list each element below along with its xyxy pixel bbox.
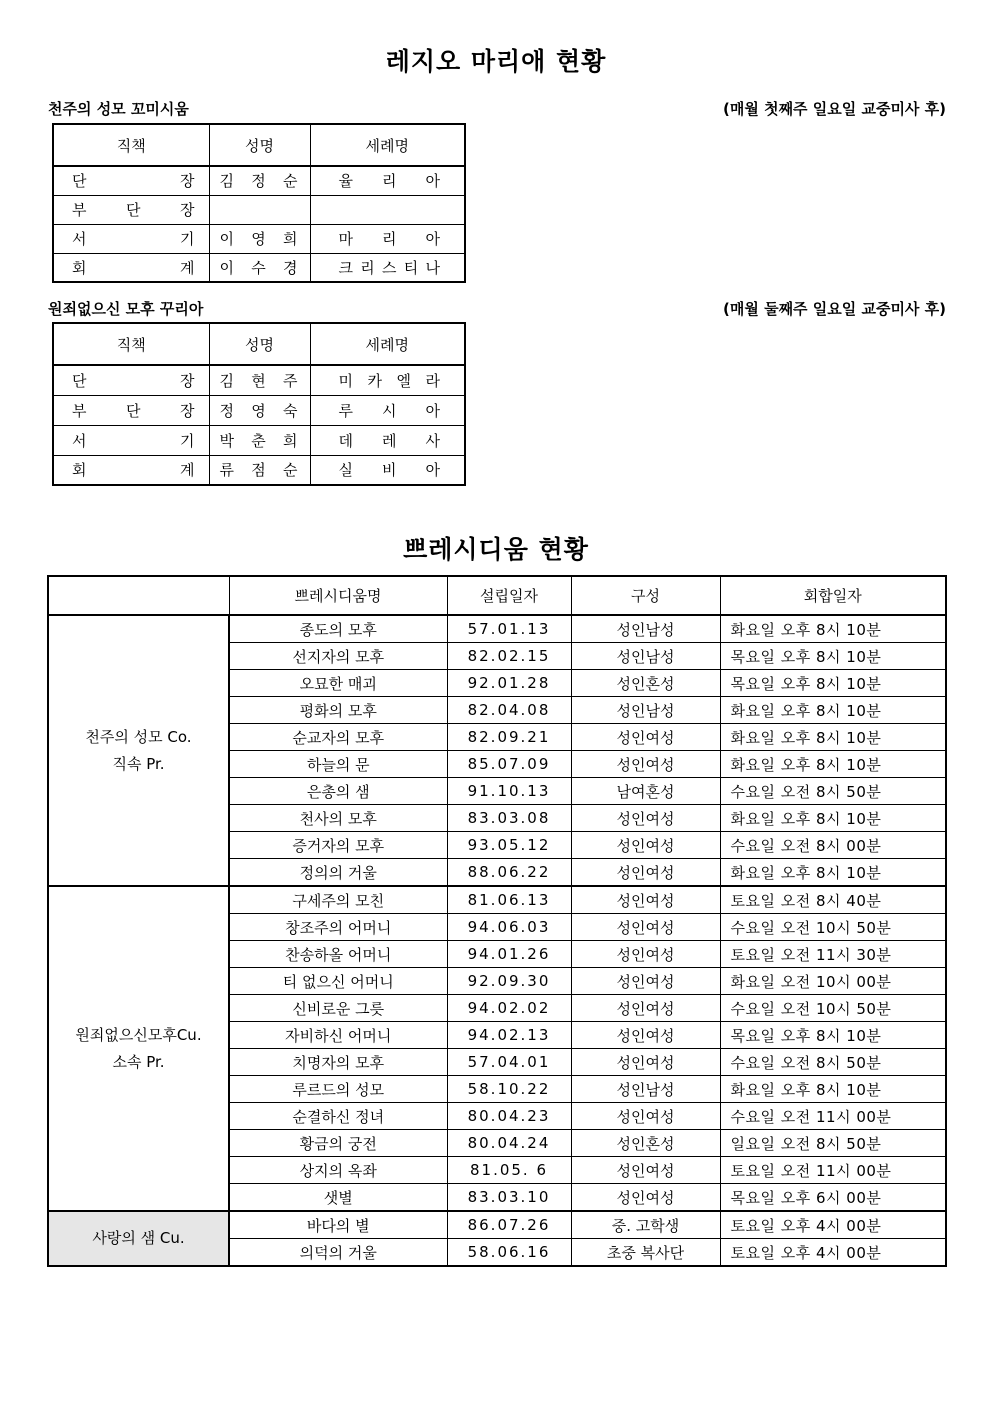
- meeting-time-cell: 목요일 오후 8시 10분: [720, 1022, 946, 1049]
- column-header: 회합일자: [720, 576, 946, 615]
- meeting-time-cell: 화요일 오후 8시 10분: [720, 1076, 946, 1103]
- group-label-line: 원죄없으신모후Cu.: [75, 1025, 202, 1044]
- composition-cell: 성인여성: [571, 751, 720, 778]
- role-text-char: 기: [180, 431, 195, 450]
- name-text-char: 현: [251, 371, 266, 390]
- founded-date-cell: 57.01.13: [447, 615, 571, 643]
- name-cell: [209, 166, 310, 195]
- column-header: 성명: [209, 323, 310, 365]
- founded-date-cell: 94.01.26: [447, 941, 571, 968]
- meeting-time-cell: 토요일 오후 4시 00분: [720, 1239, 946, 1267]
- baptism-name-cell: [310, 365, 465, 395]
- meeting-time-cell: 화요일 오후 8시 10분: [720, 724, 946, 751]
- meeting-time-cell: 화요일 오후 8시 10분: [720, 859, 946, 887]
- founded-date-cell: 85.07.09: [447, 751, 571, 778]
- name-text-char: 김: [219, 172, 234, 191]
- founded-date-cell: 82.02.15: [447, 643, 571, 670]
- role-text-char: 단: [126, 201, 141, 219]
- founded-date-cell: 58.06.16: [447, 1239, 571, 1267]
- baptism-name-cell: [310, 253, 465, 282]
- meeting-time-cell: 토요일 오전 11시 30분: [720, 941, 946, 968]
- founded-date-cell: 81.06.13: [447, 886, 571, 914]
- name-text-char: 희: [283, 431, 298, 450]
- group-label-cell: [48, 615, 229, 886]
- founded-date-cell: 83.03.08: [447, 805, 571, 832]
- role-text-char: 서: [72, 431, 87, 450]
- table-row: [53, 253, 465, 282]
- meeting-time-cell: 일요일 오전 8시 50분: [720, 1130, 946, 1157]
- meeting-time-cell: 화요일 오후 8시 10분: [720, 697, 946, 724]
- praesidium-name-cell: 순교자의 모후: [229, 724, 447, 751]
- name-text-char: 숙: [283, 401, 298, 420]
- role-text-char: 장: [180, 172, 195, 191]
- founded-date-cell: 93.05.12: [447, 832, 571, 859]
- baptism-text: [311, 170, 465, 191]
- praesidium-name-cell: 티 없으신 어머니: [229, 968, 447, 995]
- composition-cell: 성인남성: [571, 615, 720, 643]
- role-cell: [53, 224, 209, 253]
- composition-cell: 성인혼성: [571, 1130, 720, 1157]
- praesidium-name-cell: 황금의 궁전: [229, 1130, 447, 1157]
- group-label-line: 천주의 성모 Co.: [85, 727, 192, 746]
- role-text-char: 장: [180, 371, 195, 390]
- meeting-time-cell: 화요일 오후 8시 10분: [720, 751, 946, 778]
- praesidium-name-cell: 순결하신 정녀: [229, 1103, 447, 1130]
- baptism-text: [311, 430, 465, 451]
- name-cell: [209, 365, 310, 395]
- composition-cell: 성인여성: [571, 968, 720, 995]
- composition-cell: 성인여성: [571, 1184, 720, 1212]
- praesidium-name-cell: 평화의 모후: [229, 697, 447, 724]
- role-text-char: 장: [180, 201, 195, 219]
- role-text-char: 기: [180, 230, 195, 248]
- praesidium-name-cell: 신비로운 그릇: [229, 995, 447, 1022]
- baptism-name-cell: [310, 195, 465, 224]
- meeting-time-cell: 수요일 오전 10시 50분: [720, 995, 946, 1022]
- founded-date-cell: 58.10.22: [447, 1076, 571, 1103]
- founded-date-cell: 94.06.03: [447, 914, 571, 941]
- section2-officer-table: [52, 322, 466, 486]
- baptism-text-char: 아: [425, 461, 440, 480]
- role-text-char: 계: [180, 461, 195, 480]
- name-cell: [209, 224, 310, 253]
- founded-date-cell: 91.10.13: [447, 778, 571, 805]
- name-cell: [209, 395, 310, 425]
- meeting-time-cell: 수요일 오전 10시 50분: [720, 914, 946, 941]
- name-cell: [209, 455, 310, 485]
- name-text-char: 이: [219, 230, 234, 248]
- founded-date-cell: 94.02.13: [447, 1022, 571, 1049]
- baptism-name-cell: [310, 455, 465, 485]
- role-text: [54, 400, 209, 421]
- composition-cell: 성인남성: [571, 643, 720, 670]
- role-text: [54, 170, 209, 191]
- praesidium-title: 쁘레시디움 현황: [403, 535, 589, 564]
- name-text-char: 영: [251, 230, 266, 248]
- baptism-text-char: 리: [382, 230, 397, 248]
- meeting-time-cell: 화요일 오후 8시 10분: [720, 805, 946, 832]
- role-text: [54, 199, 209, 220]
- column-header: 쁘레시디움명: [229, 576, 447, 615]
- name-text: [210, 257, 310, 278]
- group-label-cell: [48, 886, 229, 1211]
- praesidium-name-cell: 선지자의 모후: [229, 643, 447, 670]
- baptism-text-char: 엘: [396, 371, 411, 390]
- praesidium-name-cell: 정의의 거울: [229, 859, 447, 887]
- baptism-text-char: 리: [360, 258, 375, 277]
- praesidium-name-cell: 상지의 옥좌: [229, 1157, 447, 1184]
- meeting-time-cell: 토요일 오후 4시 00분: [720, 1211, 946, 1239]
- section1-heading: 천주의 성모 꼬미시움: [48, 100, 189, 118]
- column-header: 설립일자: [447, 576, 571, 615]
- founded-date-cell: 57.04.01: [447, 1049, 571, 1076]
- baptism-text-char: 아: [425, 401, 440, 420]
- founded-date-cell: 92.09.30: [447, 968, 571, 995]
- composition-cell: 남여혼성: [571, 778, 720, 805]
- baptism-text-char: 사: [425, 431, 440, 450]
- table-row: [48, 1211, 946, 1239]
- composition-cell: 성인여성: [571, 1157, 720, 1184]
- table-row: [53, 224, 465, 253]
- column-header: 구성: [571, 576, 720, 615]
- role-text-char: 회: [72, 461, 87, 480]
- composition-cell: 성인여성: [571, 832, 720, 859]
- name-text: [210, 430, 310, 451]
- table-row: [48, 615, 946, 643]
- column-header: 직책: [53, 124, 209, 166]
- composition-cell: 성인여성: [571, 995, 720, 1022]
- column-header: 세례명: [310, 124, 465, 166]
- praesidium-name-cell: 찬송하올 어머니: [229, 941, 447, 968]
- baptism-text-char: 시: [382, 401, 397, 420]
- founded-date-cell: 81.05. 6: [447, 1157, 571, 1184]
- role-text-char: 단: [126, 401, 141, 420]
- role-text-char: 단: [72, 172, 87, 191]
- praesidium-name-cell: 자비하신 어머니: [229, 1022, 447, 1049]
- founded-date-cell: 80.04.23: [447, 1103, 571, 1130]
- role-text-char: 장: [180, 401, 195, 420]
- name-text-char: 수: [251, 258, 266, 277]
- baptism-text-char: 율: [338, 172, 353, 191]
- role-text-char: 부: [72, 201, 87, 219]
- baptism-text-char: 스: [382, 258, 397, 277]
- meeting-time-cell: 수요일 오전 11시 00분: [720, 1103, 946, 1130]
- header-row: [53, 124, 465, 166]
- composition-cell: 성인여성: [571, 724, 720, 751]
- role-text-char: 부: [72, 401, 87, 420]
- role-cell: [53, 425, 209, 455]
- section1-officer-table: [52, 123, 466, 283]
- composition-cell: 성인남성: [571, 1076, 720, 1103]
- meeting-time-cell: 목요일 오후 8시 10분: [720, 670, 946, 697]
- meeting-time-cell: 수요일 오전 8시 50분: [720, 778, 946, 805]
- praesidium-name-cell: 천사의 모후: [229, 805, 447, 832]
- composition-cell: 성인여성: [571, 1103, 720, 1130]
- table-row: [48, 886, 946, 914]
- praesidium-name-cell: 창조주의 어머니: [229, 914, 447, 941]
- name-text: [210, 370, 310, 391]
- baptism-text-char: 비: [382, 461, 397, 480]
- role-cell: [53, 455, 209, 485]
- name-text-char: 정: [219, 401, 234, 420]
- role-cell: [53, 166, 209, 195]
- name-text-char: 류: [219, 461, 234, 480]
- group-label-line: 직속 Pr.: [112, 754, 165, 773]
- praesidium-name-cell: 바다의 별: [229, 1211, 447, 1239]
- table-row: [53, 395, 465, 425]
- name-text: [210, 400, 310, 421]
- column-header: [48, 576, 229, 615]
- meeting-time-cell: 화요일 오전 10시 00분: [720, 968, 946, 995]
- praesidium-table: [47, 575, 947, 1267]
- meeting-time-cell: 수요일 오전 8시 50분: [720, 1049, 946, 1076]
- composition-cell: 성인남성: [571, 697, 720, 724]
- page-title: 레지오 마리애 현황: [385, 47, 607, 76]
- founded-date-cell: 82.09.21: [447, 724, 571, 751]
- table-row: [53, 455, 465, 485]
- composition-cell: 성인여성: [571, 1049, 720, 1076]
- name-text-char: 정: [251, 172, 266, 191]
- table-row: [53, 195, 465, 224]
- baptism-text: [311, 228, 465, 249]
- meeting-time-cell: 목요일 오후 6시 00분: [720, 1184, 946, 1212]
- section2-schedule-note: (매월 둘째주 일요일 교중미사 후): [723, 300, 946, 318]
- baptism-name-cell: [310, 224, 465, 253]
- founded-date-cell: 83.03.10: [447, 1184, 571, 1212]
- group-label-line: 사랑의 샘 Cu.: [92, 1229, 185, 1247]
- baptism-text-char: 나: [425, 258, 440, 277]
- role-text: [54, 370, 209, 391]
- column-header: 성명: [209, 124, 310, 166]
- baptism-text-char: 미: [338, 371, 353, 390]
- group-label-line: 소속 Pr.: [112, 1052, 165, 1071]
- composition-cell: 초중 복사단: [571, 1239, 720, 1267]
- founded-date-cell: 94.02.02: [447, 995, 571, 1022]
- group-label-cell: [48, 1211, 229, 1266]
- table-row: [53, 425, 465, 455]
- header-row: [48, 576, 946, 615]
- meeting-time-cell: 목요일 오후 8시 10분: [720, 643, 946, 670]
- role-text-char: 계: [180, 258, 195, 277]
- baptism-name-cell: [310, 395, 465, 425]
- role-cell: [53, 395, 209, 425]
- composition-cell: 성인혼성: [571, 670, 720, 697]
- table-row: [53, 365, 465, 395]
- name-text-char: 점: [251, 461, 266, 480]
- role-text-char: 서: [72, 230, 87, 248]
- header-row: [53, 323, 465, 365]
- role-cell: [53, 365, 209, 395]
- baptism-text: [311, 459, 465, 480]
- name-text-char: 경: [283, 258, 298, 277]
- praesidium-name-cell: 증거자의 모후: [229, 832, 447, 859]
- role-text: [54, 257, 209, 278]
- role-text: [54, 459, 209, 480]
- baptism-text: [311, 400, 465, 421]
- table-row: [53, 166, 465, 195]
- name-cell: [209, 195, 310, 224]
- baptism-text-char: 아: [425, 172, 440, 191]
- composition-cell: 성인여성: [571, 886, 720, 914]
- baptism-text-char: 마: [338, 230, 353, 248]
- column-header: 세례명: [310, 323, 465, 365]
- composition-cell: 성인여성: [571, 941, 720, 968]
- baptism-name-cell: [310, 166, 465, 195]
- baptism-text-char: 아: [425, 230, 440, 248]
- meeting-time-cell: 토요일 오전 11시 00분: [720, 1157, 946, 1184]
- baptism-text-char: 레: [382, 431, 397, 450]
- praesidium-name-cell: 루르드의 성모: [229, 1076, 447, 1103]
- baptism-text-char: 티: [403, 258, 419, 277]
- baptism-text-char: 라: [425, 371, 440, 390]
- name-text: [210, 459, 310, 480]
- baptism-text-char: 실: [338, 461, 353, 480]
- name-text-char: 순: [283, 172, 298, 191]
- section2-heading: 원죄없으신 모후 꾸리아: [48, 300, 204, 318]
- praesidium-name-cell: 종도의 모후: [229, 615, 447, 643]
- baptism-text: [311, 257, 465, 278]
- name-cell: [209, 253, 310, 282]
- role-text: [54, 430, 209, 451]
- name-text-char: 주: [283, 371, 298, 390]
- baptism-text-char: 리: [382, 172, 397, 191]
- composition-cell: 성인여성: [571, 1022, 720, 1049]
- name-text-char: 순: [283, 461, 298, 480]
- baptism-text-char: 크: [338, 258, 353, 277]
- praesidium-name-cell: 의덕의 거울: [229, 1239, 447, 1267]
- meeting-time-cell: 화요일 오후 8시 10분: [720, 615, 946, 643]
- praesidium-name-cell: 하늘의 문: [229, 751, 447, 778]
- role-text-char: 단: [72, 371, 87, 390]
- founded-date-cell: 86.07.26: [447, 1211, 571, 1239]
- praesidium-name-cell: 샛별: [229, 1184, 447, 1212]
- praesidium-name-cell: 오묘한 매괴: [229, 670, 447, 697]
- meeting-time-cell: 토요일 오전 8시 40분: [720, 886, 946, 914]
- founded-date-cell: 82.04.08: [447, 697, 571, 724]
- meeting-time-cell: 수요일 오전 8시 00분: [720, 832, 946, 859]
- baptism-text: [311, 370, 465, 391]
- baptism-name-cell: [310, 425, 465, 455]
- role-cell: [53, 195, 209, 224]
- praesidium-name-cell: 구세주의 모친: [229, 886, 447, 914]
- founded-date-cell: 88.06.22: [447, 859, 571, 887]
- name-text-char: 이: [219, 258, 234, 277]
- baptism-text-char: 데: [338, 431, 353, 450]
- composition-cell: 성인여성: [571, 805, 720, 832]
- column-header: 직책: [53, 323, 209, 365]
- praesidium-name-cell: 은총의 샘: [229, 778, 447, 805]
- praesidium-name-cell: 치명자의 모후: [229, 1049, 447, 1076]
- name-text-char: 희: [283, 230, 298, 248]
- baptism-text-char: 카: [367, 371, 382, 390]
- name-text-char: 영: [251, 401, 266, 420]
- composition-cell: 성인여성: [571, 859, 720, 887]
- role-cell: [53, 253, 209, 282]
- composition-cell: 성인여성: [571, 914, 720, 941]
- name-text: [210, 228, 310, 249]
- name-cell: [209, 425, 310, 455]
- name-text-char: 박: [219, 431, 234, 450]
- name-text-char: 김: [219, 371, 234, 390]
- name-text-char: 춘: [251, 431, 266, 450]
- composition-cell: 중. 고학생: [571, 1211, 720, 1239]
- founded-date-cell: 80.04.24: [447, 1130, 571, 1157]
- baptism-text-char: 루: [338, 401, 353, 420]
- role-text-char: 회: [72, 258, 87, 277]
- role-text: [54, 228, 209, 249]
- name-text: [210, 170, 310, 191]
- section1-schedule-note: (매월 첫째주 일요일 교중미사 후): [723, 100, 946, 118]
- founded-date-cell: 92.01.28: [447, 670, 571, 697]
